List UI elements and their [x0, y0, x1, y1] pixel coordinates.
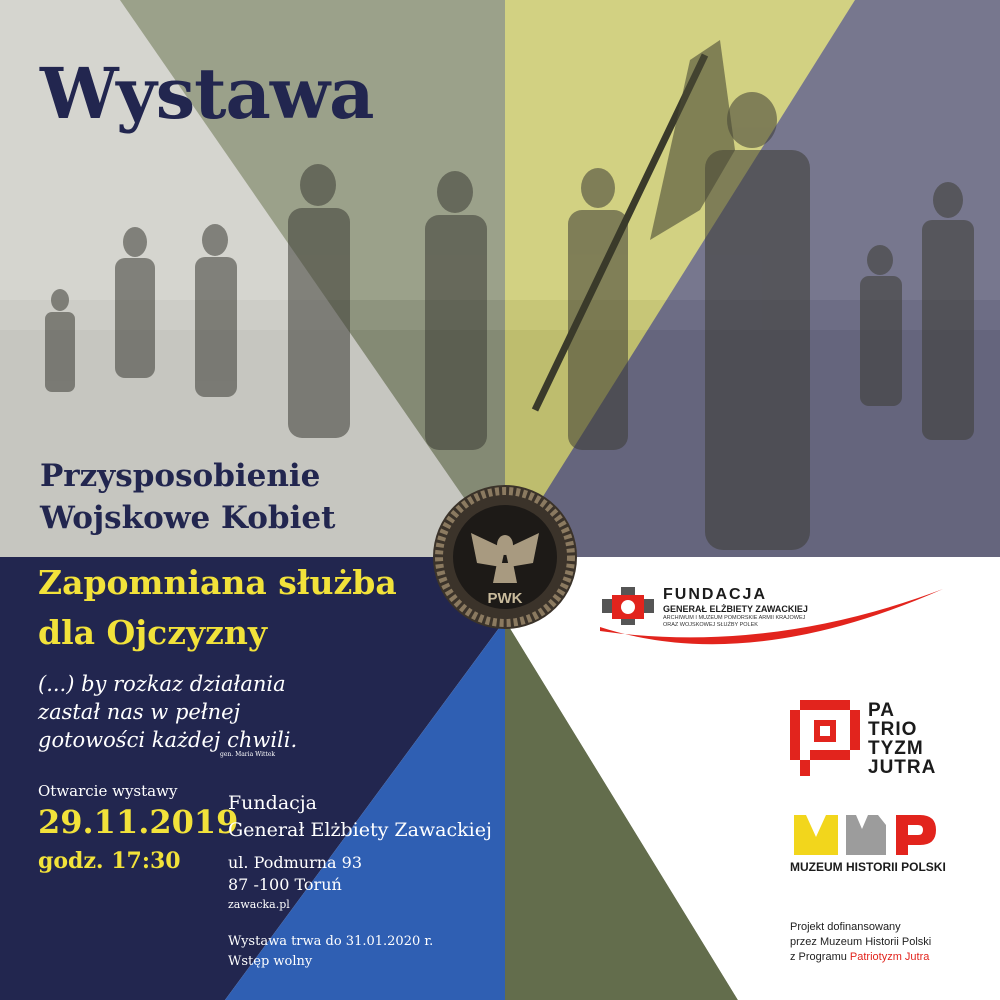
tagline-line-1: Zapomniana służba: [38, 563, 397, 602]
foundation-small-text: [663, 615, 805, 629]
subtitle-line-1: Przysposobienie: [40, 458, 321, 494]
cross-emblem-icon: [602, 587, 654, 625]
duration-line-1: Wystawa trwa do 31.01.2020 r.: [228, 934, 434, 949]
foundation-title: FUNDACJA: [663, 586, 767, 603]
pt-line-3: TYZM: [868, 738, 924, 759]
pixel-p-icon: [790, 700, 860, 776]
foundation-subtitle: GENERAŁ ELŻBIETY ZAWACKIEJ: [663, 604, 808, 614]
address: [228, 852, 362, 896]
opening-label: Otwarcie wystawy: [38, 782, 178, 800]
mhp-icon: [792, 813, 938, 857]
exhibition-duration: [228, 932, 433, 972]
address-line-1: ul. Podmurna 93: [228, 853, 362, 872]
museum-name: MUZEUM HISTORII POLSKI: [790, 860, 946, 874]
opening-time: godz. 17:30: [38, 848, 181, 874]
pt-line-1: PA: [868, 700, 895, 721]
venue: [228, 790, 492, 844]
poster-title: Wystawa: [40, 52, 374, 135]
exhibition-tagline: [38, 558, 397, 658]
project-funding-note: [790, 920, 931, 965]
badge-text: PWK: [487, 590, 523, 607]
quote-line-3: gotowości każdej chwili.: [38, 728, 298, 752]
opening-date: 29.11.2019: [38, 803, 239, 841]
project-line-3: [790, 950, 931, 965]
address-line-2: 87 -100 Toruń: [228, 875, 342, 894]
subtitle-line-2: Wojskowe Kobiet: [40, 500, 336, 536]
pt-line-2: TRIO: [868, 719, 918, 740]
project-line-3-prefix: z Programu: [790, 951, 847, 963]
project-line-2: przez Muzeum Historii Polski: [790, 936, 932, 948]
quote-line-1: (...) by rozkaz działania: [38, 672, 286, 696]
exhibition-subtitle: [40, 455, 335, 539]
website-link[interactable]: zawacka.pl: [228, 898, 290, 911]
tagline-line-2: dla Ojczyzny: [38, 613, 268, 652]
project-line-1: Projekt dofinansowany: [790, 921, 901, 933]
venue-line-2: Generał Elżbiety Zawackiej: [228, 819, 492, 841]
program-name: Patriotyzm Jutra: [849, 951, 930, 963]
patriotyzm-jutra-wordmark: [868, 701, 936, 777]
foundation-small-line-2: ORAZ WOJSKOWEJ SŁUŻBY POLEK: [663, 622, 758, 628]
quote: [38, 670, 297, 754]
quote-line-2: zastał nas w pełnej: [38, 700, 241, 724]
quote-author: gen. Maria Wittek: [220, 751, 276, 758]
venue-line-1: Fundacja: [228, 792, 318, 814]
foundation-small-line-1: ARCHIWUM I MUZEUM POMORSKIE ARMII KRAJOWEJ: [663, 615, 806, 621]
pt-line-4: JUTRA: [868, 757, 937, 778]
pwk-badge-icon: [431, 483, 579, 631]
duration-line-2: Wstęp wolny: [228, 954, 313, 969]
